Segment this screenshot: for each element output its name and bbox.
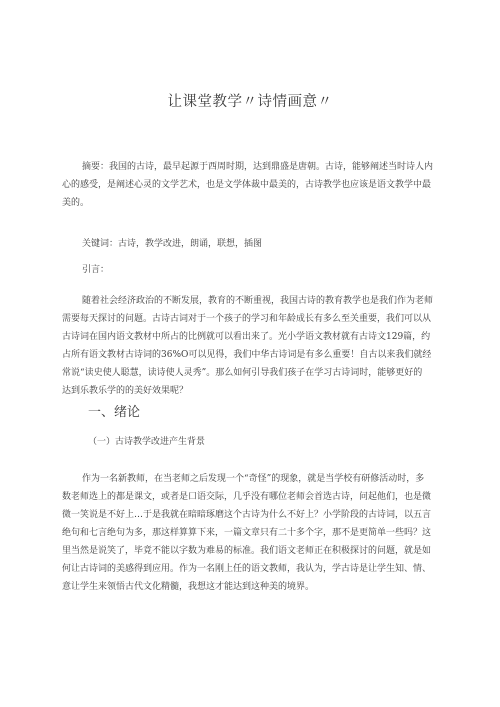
abstract-line: 心的感受，是阐述心灵的文学艺术，也是文学体裁中最美的，古诗教学也应该是语文教学中最 [62,180,432,190]
intro-line: 常说“读史使人聪慧，读诗使人灵秀”。那么如何引导我们孩子在学习古诗词时，能够更好的 [62,368,423,378]
abstract-line: 美的。 [62,198,90,208]
abstract-line: 摘要：我国的古诗，最早起源于西周时期，达到鼎盛是唐朝。古诗，能够阐述当时诗人内 [82,162,434,172]
intro-label: 引言： [82,265,110,275]
subsection-heading: （一）古诗教学改进产生背景 [88,437,206,447]
intro-line: 需要每天探讨的问题。古诗古词对于一个孩子的学习和年龄成长有多么至关重要，我们可以从 [62,314,432,324]
intro-line: 达到乐教乐学的的美好效果呢？ [62,386,189,396]
body-line: 里当然是说笑了，毕竟不能以字数为难易的标准。我们语文老师正在积极探讨的问题，就是如 [62,546,432,556]
intro-paragraph [62,292,448,400]
intro-line: 占所有语文教材古诗词的36%O可以见得，我们中华古诗词是有多么重要！自古以来我们就经 [62,350,432,360]
section-heading: 一、绪论 [88,405,141,420]
intro-line: 随着社会经济政治的不断发展，教育的不断重视，我国古诗的教育教学也是我们作为老师 [82,296,434,306]
body-line: 何让古诗词的美感得到应用。作为一名刚上任的语文教师，我认为，学古诗是让学生知、情、 [62,564,432,574]
body-line: 绝句和七言绝句为多，那这样算算下来，一篇文章只有二十多个字，那不是更简单一些吗？这 [62,528,432,538]
keywords-line: 关键词：古诗，教学改进，朗诵，联想，插图 [82,239,263,249]
body-paragraph [62,470,448,596]
body-line: 作为一名新教师，在当老师之后发现一个“奇怪”的现象，就是当学校有研修活动时，多 [82,474,425,484]
body-line: 数老师选上的都是课文，或者是口语交际，几乎没有哪位老师会首选古诗，问起他们，也是微 [62,492,432,502]
intro-line: 古诗词在国内语文教材中所占的比例就可以看出来了。光小学语文教材就有古诗文129篇，约 [62,332,431,342]
body-line: 意让学生来领悟古代文化精髓，我想这才能达到这种美的境界。 [62,582,315,592]
document-title: 让课堂教学〃诗情画意〃 [167,94,333,110]
abstract-paragraph [62,158,448,212]
body-line: 微一笑说是不好上…于是我就在暗暗琢磨这个古诗为什么不好上？小学阶段的古诗词，以五言 [62,510,432,520]
